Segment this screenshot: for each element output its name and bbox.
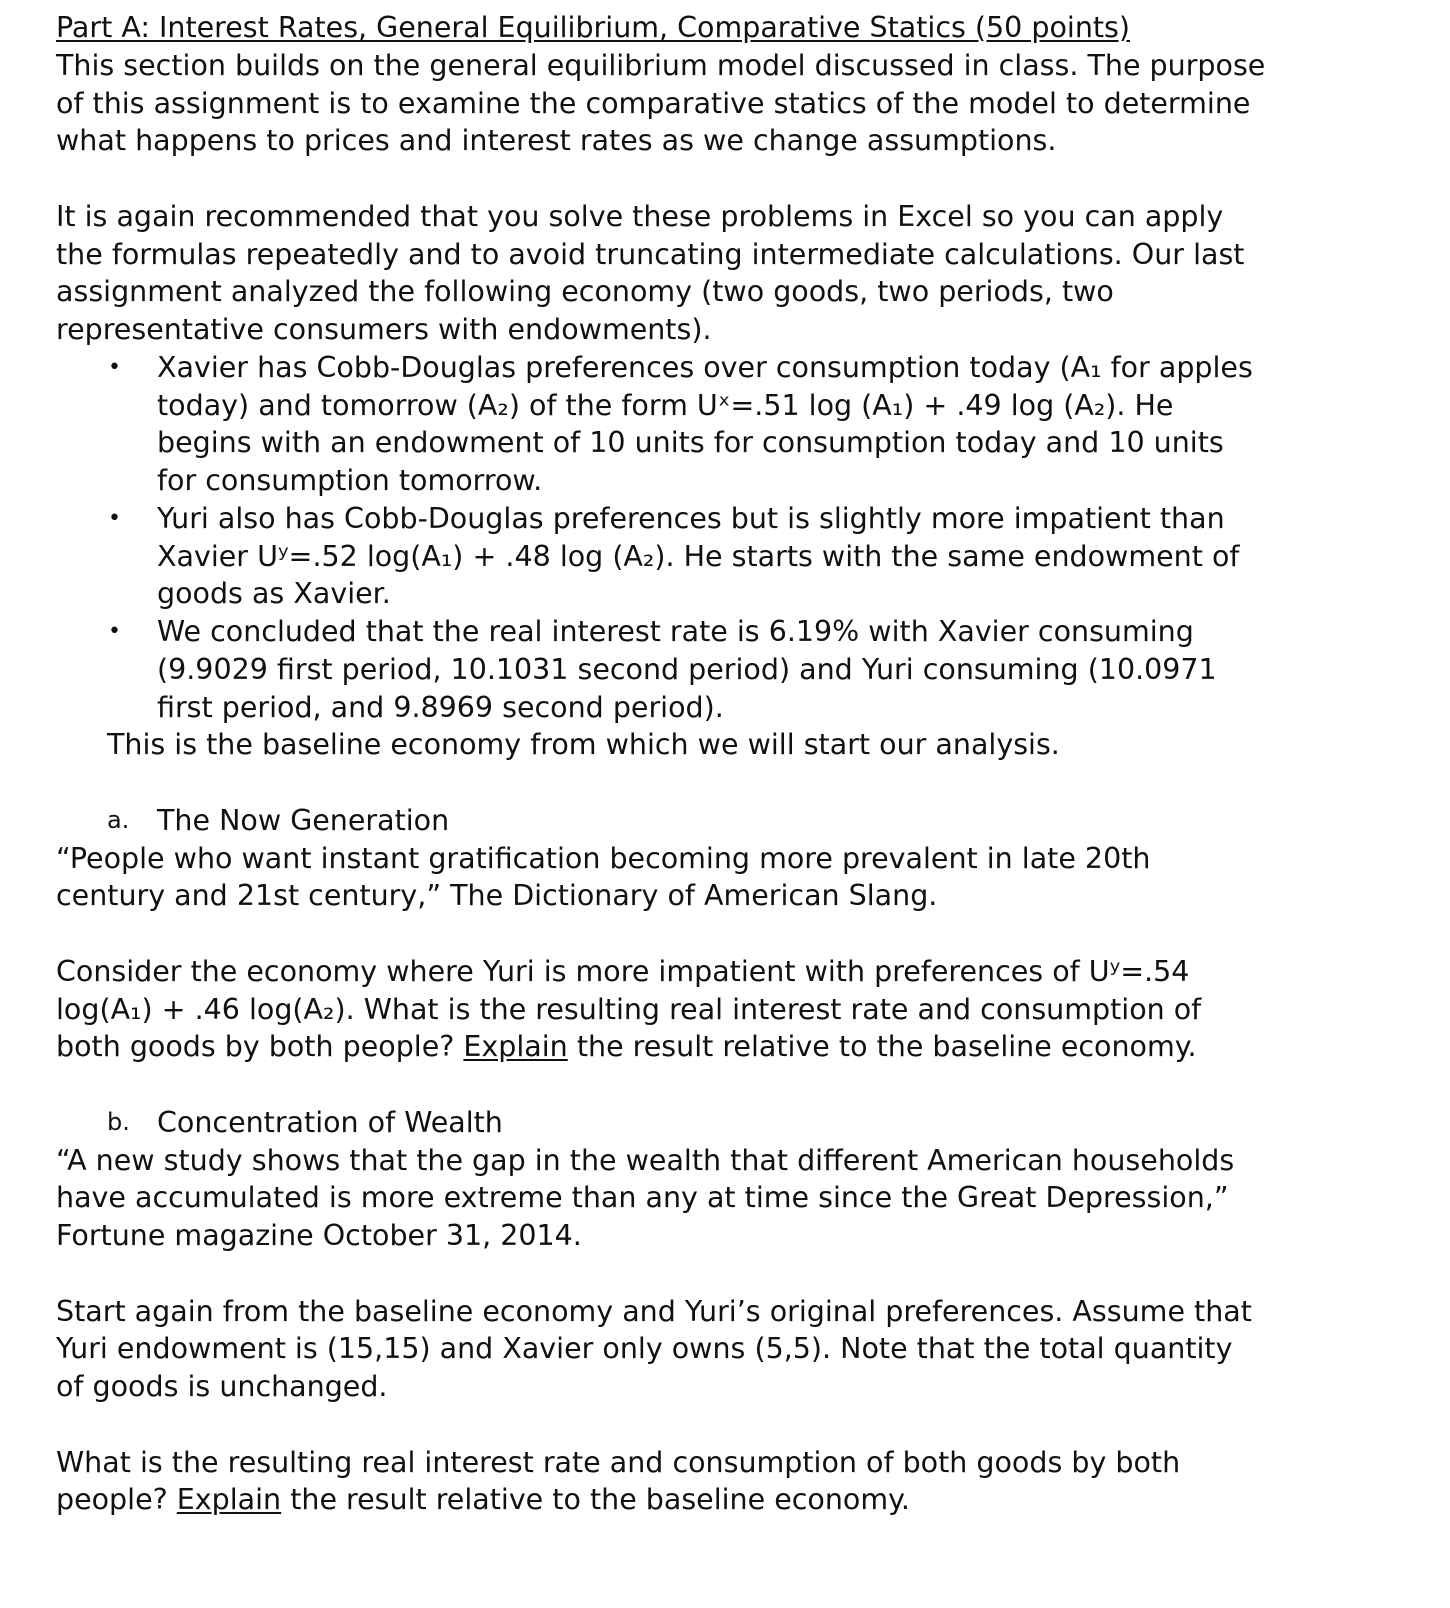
bullet-conclusion: • We concluded that the real interest rate is 6.19% with Xavier consuming xyxy=(56,613,1436,651)
part-b-label: b. xyxy=(107,1107,130,1136)
question-line: log(A₁) + .46 log(A₂). What is the resulting real interest rate and consumption of xyxy=(56,992,1202,1026)
recommend-line: It is again recommended that you solve these problems in Excel so you can apply xyxy=(56,199,1224,233)
bullet-line: for consumption tomorrow. xyxy=(157,464,543,497)
bullet-icon: • xyxy=(108,619,121,644)
quote-line: have accumulated is more extreme than any at time since the Great Depression,” xyxy=(56,1181,1229,1215)
setup-line: of goods is unchanged. xyxy=(56,1370,388,1403)
quote-line: “People who want instant gratification becoming more prevalent in late 20th xyxy=(56,841,1151,875)
question-line: people? Explain the result relative to the baseline economy. xyxy=(56,1483,910,1517)
quote-line: Fortune magazine October 31, 2014. xyxy=(56,1219,582,1252)
quote-line: “A new study shows that the gap in the wealth that different American households xyxy=(56,1143,1235,1177)
intro-line: what happens to prices and interest rates as we change assumptions. xyxy=(56,124,1057,158)
section-title: Part A: Interest Rates, General Equilibrium, Comparative Statics (50 points) xyxy=(56,11,1131,44)
intro-line: of this assignment is to examine the comparative statics of the model to determine xyxy=(56,86,1251,120)
bullet-line: goods as Xavier. xyxy=(157,577,391,611)
intro-line: This section builds on the general equilibrium model discussed in class. The purpose xyxy=(56,48,1266,82)
part-b-heading: b. Concentration of Wealth xyxy=(56,1104,1436,1142)
bullet-line: today) and tomorrow (A₂) of the form Uˣ=.51 log (A₁) + .49 log (A₂). He xyxy=(157,388,1174,422)
recommend-line: assignment analyzed the following economy (two goods, two periods, two xyxy=(56,275,1114,309)
bullet-icon: • xyxy=(108,505,121,531)
recommend-line: the formulas repeatedly and to avoid truncating intermediate calculations. Our last xyxy=(56,237,1245,271)
bullet-icon: • xyxy=(108,354,121,380)
setup-line: Start again from the baseline economy and Yuri’s original preferences. Assume that xyxy=(56,1294,1252,1328)
bullet-line: first period, and 9.8969 second period). xyxy=(157,690,724,724)
bullet-line: (9.9029 first period, 10.1031 second period) and Yuri consuming (10.0971 xyxy=(157,652,1217,686)
explain-emphasis: Explain xyxy=(463,1030,568,1064)
question-line: What is the resulting real interest rate and consumption of both goods by both xyxy=(56,1445,1181,1479)
recommend-line: representative consumers with endowments). xyxy=(56,313,712,346)
bullet-line: Xavier Uʸ=.52 log(A₁) + .48 log (A₂). He starts with the same endowment of xyxy=(157,539,1240,573)
baseline-statement: This is the baseline economy from which we will start our analysis. xyxy=(107,728,1060,762)
bullet-yuri: • Yuri also has Cobb-Douglas preferences but is slightly more impatient than xyxy=(56,500,1436,538)
explain-emphasis: Explain xyxy=(176,1483,282,1517)
document xyxy=(56,9,1436,1519)
setup-line: Yuri endowment is (15,15) and Xavier only owns (5,5). Note that the total quantity xyxy=(56,1332,1233,1366)
question-line: Consider the economy where Yuri is more impatient with preferences of Uʸ=.54 xyxy=(56,954,1190,988)
bullet-xavier: • Xavier has Cobb-Douglas preferences over consumption today (A₁ for apples xyxy=(56,349,1436,387)
quote-line: century and 21st century,” The Dictionary of American Slang. xyxy=(56,879,938,913)
bullet-line: begins with an endowment of 10 units for consumption today and 10 units xyxy=(157,426,1224,460)
part-a-label: a. xyxy=(107,805,130,834)
question-line: both goods by both people? Explain the result relative to the baseline economy. xyxy=(56,1030,1197,1064)
part-a-heading: a. The Now Generation xyxy=(56,802,1436,840)
